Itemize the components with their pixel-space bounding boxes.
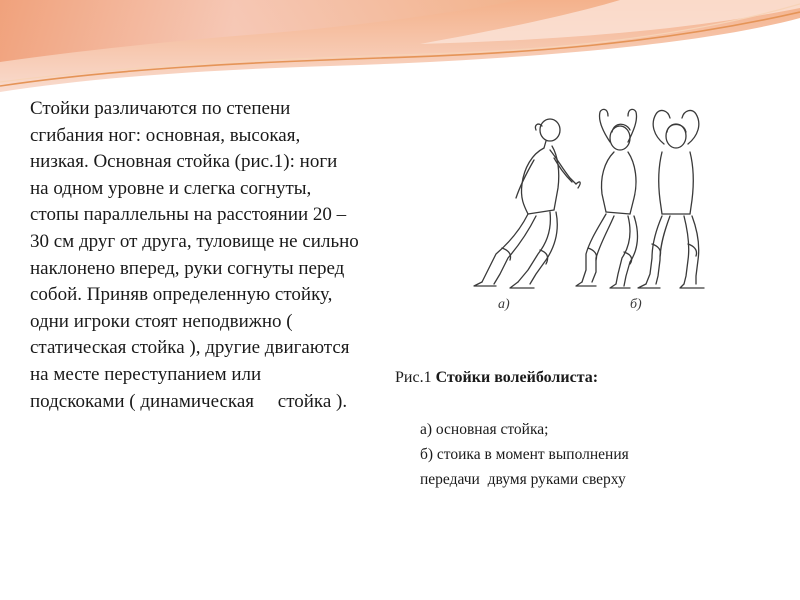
figure-label-a: а) — [498, 297, 510, 312]
figure-b-setting-stance-2 — [638, 111, 704, 288]
volleyball-stance-illustration — [462, 98, 722, 320]
body-line: на месте переступанием или — [30, 363, 262, 385]
caption-item: а) основная стойка; — [420, 421, 549, 438]
body-line: низкая. Основная стойка (рис.1): ноги — [30, 151, 338, 173]
body-line: наклонено вперед, руки согнуты перед — [30, 257, 345, 279]
caption-title: Стойки волейболиста: — [435, 369, 599, 386]
main-text — [30, 96, 420, 415]
caption-prefix: Рис.1 — [395, 369, 436, 386]
figure-caption-items — [420, 417, 760, 492]
body-line: на одном уровне и слегка согнуты, — [30, 177, 312, 199]
figure-caption-title — [395, 369, 598, 387]
body-line: сгибания ног: основная, высокая, — [30, 124, 301, 146]
body-line: Стойки различаются по степени — [30, 98, 291, 119]
body-line: подскоками ( динамическая стойка ). — [30, 390, 348, 412]
body-line: стопы параллельны на расстоянии 20 – — [30, 204, 347, 226]
body-line: 30 см друг от друга, туловище не сильно — [30, 230, 359, 252]
figure-b-setting-stance-1 — [576, 109, 637, 288]
figure-label-b: б) — [630, 297, 642, 312]
caption-item: передачи двумя руками сверху — [420, 471, 626, 488]
body-line: одни игроки стоят неподвижно ( — [30, 310, 293, 332]
header-decoration — [0, 0, 800, 110]
caption-item: б) стоика в момент выполнения — [420, 446, 629, 463]
figure-a-basic-stance — [474, 119, 580, 288]
body-line: статическая стойка ), другие двигаются — [30, 337, 350, 359]
body-line: собой. Приняв определенную стойку, — [30, 284, 333, 306]
